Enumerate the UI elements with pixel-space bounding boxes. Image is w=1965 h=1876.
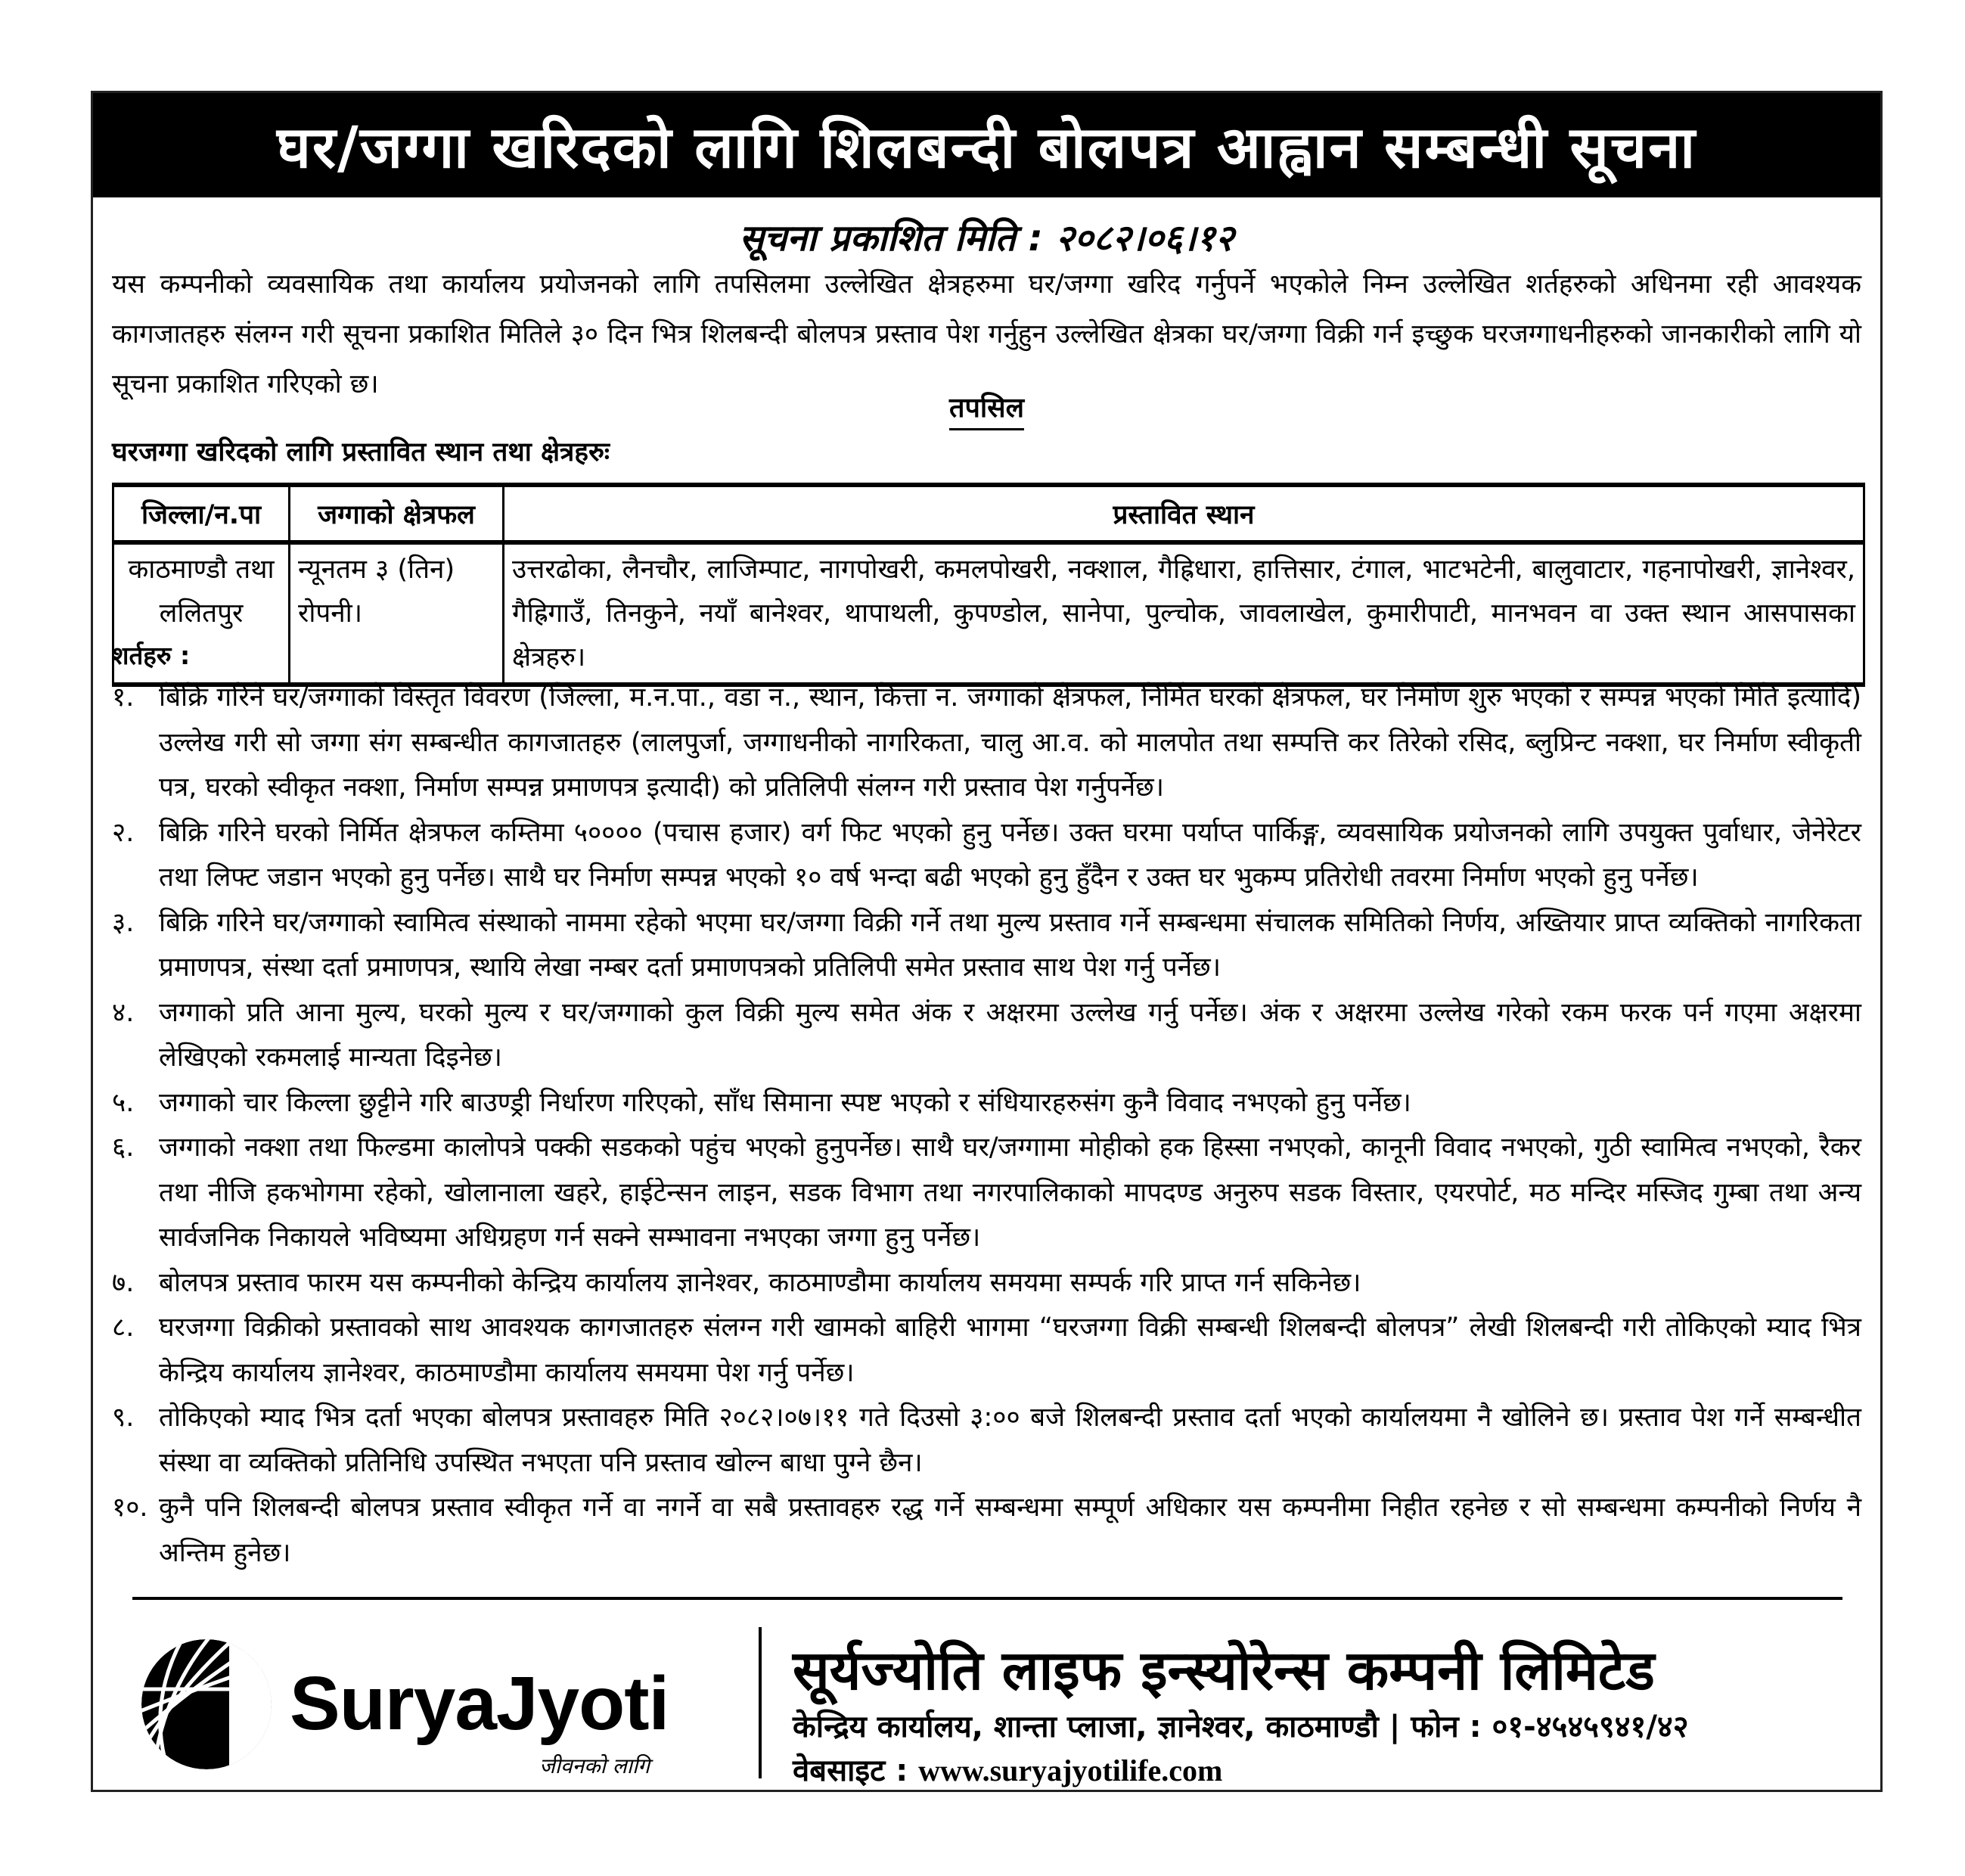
condition-number: ८. bbox=[112, 1312, 135, 1343]
website-label: वेबसाइट : bbox=[793, 1753, 908, 1788]
company-info bbox=[793, 1636, 1689, 1792]
condition-item bbox=[112, 991, 1861, 1081]
header-district: जिल्ला/न.पा bbox=[113, 485, 290, 542]
condition-text: बोलपत्र प्रस्ताव फारम यस कम्पनीको केन्द्रिय कार्यालय ज्ञानेश्वर, काठमाण्डौमा कार्यालय समयमा सम्पर्क गरि प्राप्त गर्न सकिनेछ। bbox=[159, 1267, 1361, 1298]
condition-text: बिक्रि गरिने घर/जग्गाको विस्तृत विवरण (जिल्ला, म.न.पा., वडा नं., स्थान, कित्ता नं. जग्गाको क्षेत्रफल, निर्मित घरको क्षेत्रफल, घर निर्माण शुरु भएको र सम्पन्न भएको मिति इत्यादि) उल्लेख गरी सो जग्गा संग सम्बन्धीत कागजातहरु (लालपुर्जा, जग्गाधनीको नागरिकता, चालु आ.व. को मालपोत तथा सम्पत्ति कर तिरेको रसिद, ब्लुप्रिन्ट नक्शा, घर निर्माण स्वीकृती पत्र, घरको स्वीकृत नक्शा, निर्माण सम्पन्न प्रमाणपत्र इत्यादी) को प्रतिलिपी संलग्न गरी प्रस्ताव पेश गर्नुपर्नेछ। bbox=[159, 682, 1862, 803]
condition-number: १०. bbox=[112, 1492, 148, 1523]
condition-item bbox=[112, 1261, 1861, 1306]
tapasil-text: तपसिल bbox=[949, 393, 1024, 430]
condition-number: ३. bbox=[112, 907, 135, 938]
cell-area: न्यूनतम ३ (तिन) रोपनी। bbox=[290, 542, 504, 685]
company-address: केन्द्रिय कार्यालय, शान्ता प्लाजा, ज्ञानेश्वर, काठमाण्डौ | फोन : ०१-४५४५९४१/४२ bbox=[793, 1710, 1689, 1744]
conditions-list bbox=[112, 676, 1861, 1576]
condition-number: ६. bbox=[112, 1132, 135, 1163]
conditions-label: शर्तहरु : bbox=[112, 641, 191, 670]
notice-title: घर/जग्गा खरिदको लागि शिलबन्दी बोलपत्र आह्वान सम्बन्धी सूचना bbox=[93, 93, 1880, 197]
header-location: प्रस्तावित स्थान bbox=[504, 485, 1864, 542]
company-logo bbox=[138, 1629, 743, 1780]
condition-number: ५. bbox=[112, 1087, 135, 1118]
cell-location: उत्तरढोका, लैनचौर, लाजिम्पाट, नागपोखरी, कमलपोखरी, नक्शाल, गैह्रिधारा, हात्तिसार, टंगाल, भाटभटेनी, बालुवाटार, गहनापोखरी, ज्ञानेश्वर, गैह्रिगाउँ, तिनकुने, नयाँ बानेश्वर, थापाथली, कुपण्डोल, सानेपा, पुल्चोक, जावलाखेल, कुमारीपाटी, मानभवन वा उक्त स्थान आसपासका क्षेत्रहरु। bbox=[504, 542, 1864, 685]
condition-text: बिक्रि गरिने घरको निर्मित क्षेत्रफल कम्तिमा ५०००० (पचास हजार) वर्ग फिट भएको हुनु पर्नेछ। उक्त घरमा पर्याप्त पार्किङ्ग, व्यवसायिक प्रयोजनको लागि उपयुक्त पुर्वाधार, जेनेरेटर तथा लिफ्ट जडान भएको हुनु पर्नेछ। साथै घर निर्माण सम्पन्न भएको १० वर्ष भन्दा बढी भएको हुनु हुँदैन र उक्त घर भुकम्प प्रतिरोधी तवरमा निर्माण भएको हुनु पर्नेछ। bbox=[159, 817, 1861, 893]
sun-stripes-icon bbox=[138, 1636, 275, 1772]
notice-frame bbox=[91, 91, 1883, 1792]
condition-text: जग्गाको नक्शा तथा फिल्डमा कालोपत्रे पक्की सडकको पहुंच भएको हुनुपर्नेछ। साथै घर/जग्गामा मोहीको हक हिस्सा नभएको, कानूनी विवाद नभएको, गुठी स्वामित्व नभएको, रैकर तथा नीजि हकभोगमा रहेको, खोलानाला खहरे, हाईटेन्सन लाइन, सडक विभाग तथा नगरपालिकाको मापदण्ड अनुरुप सडक विस्तार, एयरपोर्ट, मठ मन्दिर मस्जिद गुम्बा तथा अन्य सार्वजनिक निकायले भविष्यमा अधिग्रहण गर्न सक्ने सम्भावना नभएका जग्गा हुनु पर्नेछ। bbox=[159, 1132, 1861, 1253]
condition-text: बिक्रि गरिने घर/जग्गाको स्वामित्व संस्थाको नाममा रहेको भएमा घर/जग्गा विक्री गर्ने तथा मुल्य प्रस्ताव गर्ने सम्बन्धमा संचालक समितिको निर्णय, अख्तियार प्राप्त व्यक्तिको नागरिकता प्रमाणपत्र, संस्था दर्ता प्रमाणपत्र, स्थायि लेखा नम्बर दर्ता प्रमाणपत्रको प्रतिलिपी समेत प्रस्ताव साथ पेश गर्नु पर्नेछ। bbox=[159, 907, 1862, 983]
condition-text: जग्गाको प्रति आना मुल्य, घरको मुल्य र घर/जग्गाको कुल विक्री मुल्य समेत अंक र अक्षरमा उल्लेख गर्नु पर्नेछ। अंक र अक्षरमा उल्लेख गरेको रकम फरक पर्न गएमा अक्षरमा लेखिएको रकमलाई मान्यता दिइनेछ। bbox=[159, 997, 1861, 1073]
brand-name: SuryaJyoti bbox=[290, 1661, 669, 1746]
tapasil-heading bbox=[93, 388, 1880, 425]
footer-divider-line bbox=[132, 1597, 1842, 1600]
condition-text: घरजग्गा विक्रीको प्रस्तावको साथ आवश्यक कागजातहरु संलग्न गरी खामको बाहिरी भागमा “घरजग्गा विक्री सम्बन्धी शिलबन्दी बोलपत्र” लेखी शिलबन्दी गरी तोकिएको म्याद भित्र केन्द्रिय कार्यालय ज्ञानेश्वर, काठमाण्डौमा कार्यालय समयमा पेश गर्नु पर्नेछ। bbox=[159, 1312, 1861, 1388]
published-date: सूचना प्रकाशित मिति : २०८२।०६।१२ bbox=[739, 217, 1234, 259]
intro-paragraph: यस कम्पनीको व्यवसायिक तथा कार्यालय प्रयोजनको लागि तपसिलमा उल्लेखित क्षेत्रहरुमा घर/जग्गा खरिद गर्नुपर्ने भएकोले निम्न उल्लेखित शर्तहरुको अधिनमा रही आवश्यक कागजातहरु संलग्न गरी सूचना प्रकाशित मितिले ३० दिन भित्र शिलबन्दी बोलपत्र प्रस्ताव पेश गर्नुहुन उल्लेखित क्षेत्रका घर/जग्गा विक्री गर्न इच्छुक घरजग्गाधनीहरुको जानकारीको लागि यो सूचना प्रकाशित गरिएको छ। bbox=[112, 269, 1861, 399]
condition-number: ९. bbox=[112, 1402, 135, 1433]
condition-text: कुनै पनि शिलबन्दी बोलपत्र प्रस्ताव स्वीकृत गर्ने वा नगर्ने वा सबै प्रस्तावहरु रद्ध गर्ने सम्बन्धमा सम्पूर्ण अधिकार यस कम्पनीमा निहीत रहनेछ र सो सम्बन्धमा कम्पनीको निर्णय नै अन्तिम हुनेछ। bbox=[159, 1492, 1862, 1568]
locations-subheading: घरजग्गा खरिदको लागि प्रस्तावित स्थान तथा क्षेत्रहरुः bbox=[112, 437, 610, 467]
condition-text: तोकिएको म्याद भित्र दर्ता भएका बोलपत्र प्रस्तावहरु मिति २०८२।०७।११ गते दिउसो ३:०० बजे शिलबन्दी प्रस्ताव दर्ता भएको कार्यालयमा नै खोलिने छ। प्रस्ताव पेश गर्ने सम्बन्धीत संस्था वा व्यक्तिको प्रतिनिधि उपस्थित नभएता पनि प्रस्ताव खोल्न बाधा पुग्ने छैन। bbox=[159, 1402, 1861, 1478]
condition-item bbox=[112, 676, 1861, 811]
brand-tagline: जीवनको लागि bbox=[539, 1753, 650, 1778]
footer-vertical-divider bbox=[759, 1627, 762, 1778]
condition-item bbox=[112, 1081, 1861, 1126]
condition-item bbox=[112, 811, 1861, 901]
condition-item bbox=[112, 901, 1861, 991]
company-name: सूर्यज्योति लाइफ इन्स्योरेन्स कम्पनी लिमिटेड bbox=[793, 1638, 1655, 1702]
condition-number: ४. bbox=[112, 997, 135, 1028]
locations-table bbox=[112, 483, 1865, 687]
header-area: जग्गाको क्षेत्रफल bbox=[290, 485, 504, 542]
table-header-row bbox=[113, 485, 1864, 542]
table-row bbox=[113, 542, 1864, 685]
condition-number: २. bbox=[112, 817, 135, 848]
condition-text: जग्गाको चार किल्ला छुट्टीने गरि बाउण्ड्री निर्धारण गरिएको, साँध सिमाना स्पष्ट भएको र संधियारहरुसंग कुनै विवाद नभएको हुनु पर्नेछ। bbox=[159, 1087, 1411, 1118]
condition-item bbox=[112, 1126, 1861, 1261]
company-website bbox=[793, 1750, 1689, 1792]
website-link[interactable]: www.suryajyotilife.com bbox=[918, 1753, 1223, 1787]
condition-item bbox=[112, 1306, 1861, 1396]
cell-district: काठमाण्डौ तथा ललितपुर bbox=[113, 542, 290, 685]
condition-number: ७. bbox=[112, 1267, 135, 1298]
condition-item bbox=[112, 1396, 1861, 1486]
condition-item bbox=[112, 1486, 1861, 1576]
condition-number: १. bbox=[112, 682, 135, 713]
